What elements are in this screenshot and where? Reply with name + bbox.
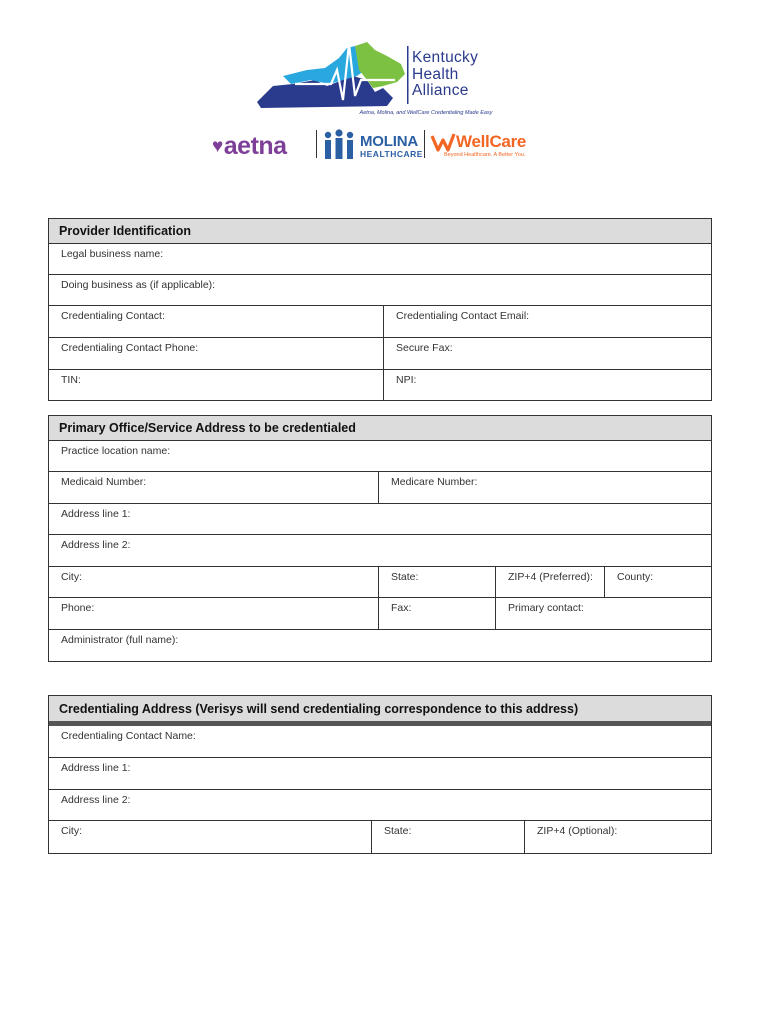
molina-people-icon [322, 129, 356, 161]
aetna-logo [212, 132, 287, 161]
zip-optional-field[interactable]: ZIP+4 (Optional): [524, 821, 711, 853]
wellcare-check-icon [430, 132, 456, 154]
doing-business-as-field[interactable]: Doing business as (if applicable): [61, 279, 216, 291]
zip-preferred-field[interactable]: ZIP+4 (Preferred): [495, 567, 604, 597]
molina-subtitle: HEALTHCARE [360, 149, 423, 159]
city-field[interactable]: City: [61, 825, 82, 837]
address-line-2-field[interactable]: Address line 2: [61, 539, 131, 551]
form-row [49, 244, 711, 275]
form-row [49, 567, 711, 598]
logo-divider [316, 130, 317, 158]
form-row [49, 821, 711, 853]
form-row [49, 472, 711, 504]
form-row [49, 441, 711, 472]
administrator-field[interactable]: Administrator (full name): [61, 634, 179, 646]
form-row [49, 504, 711, 535]
form-row [49, 758, 711, 790]
secure-fax-field[interactable]: Secure Fax: [383, 338, 711, 369]
practice-location-name-field[interactable]: Practice location name: [61, 445, 171, 457]
address-line-1-field[interactable]: Address line 1: [61, 762, 131, 774]
logo-divider [424, 130, 425, 158]
form-row [49, 338, 711, 370]
section-title: Primary Office/Service Address to be credentialed [49, 416, 711, 441]
city-field[interactable]: City: [61, 571, 82, 583]
tin-field[interactable]: TIN: [61, 374, 81, 386]
primary-office-section [48, 415, 712, 662]
credentialing-contact-field[interactable]: Credentialing Contact: [61, 310, 165, 322]
alliance-name-line-2: Health [412, 65, 459, 83]
form-row [49, 535, 711, 567]
form-row [49, 275, 711, 306]
credentialing-address-section [48, 695, 712, 854]
form-row [49, 630, 711, 661]
molina-logo [322, 129, 432, 161]
fax-field[interactable]: Fax: [378, 598, 495, 629]
alliance-name-line-1: Kentucky [412, 49, 479, 66]
wellcare-wordmark: WellCare [456, 132, 527, 151]
medicare-number-field[interactable]: Medicare Number: [378, 472, 711, 503]
section-title: Credentialing Address (Verisys will send credentialing correspondence to this address) [49, 696, 711, 721]
form-row [49, 598, 711, 630]
npi-field[interactable]: NPI: [383, 370, 711, 400]
credentialing-contact-phone-field[interactable]: Credentialing Contact Phone: [61, 342, 199, 354]
primary-contact-field[interactable]: Primary contact: [495, 598, 711, 629]
medicaid-number-field[interactable]: Medicaid Number: [61, 476, 147, 488]
aetna-wordmark: aetna [223, 132, 287, 160]
alliance-name [412, 50, 478, 100]
state-field[interactable]: State: [378, 567, 495, 597]
partner-logos [212, 124, 542, 164]
heart-icon: ♥ [212, 136, 223, 157]
molina-wordmark: MOLINA [360, 133, 418, 150]
credentialing-contact-name-field[interactable]: Credentialing Contact Name: [61, 730, 196, 742]
wellcare-tagline: Beyond Healthcare. A Better You. [444, 152, 526, 158]
legal-business-name-field[interactable]: Legal business name: [61, 248, 164, 260]
section-title: Provider Identification [49, 219, 711, 244]
credentialing-contact-email-field[interactable]: Credentialing Contact Email: [383, 306, 711, 337]
address-line-1-field[interactable]: Address line 1: [61, 508, 131, 520]
form-row [49, 306, 711, 338]
wellcare-logo [430, 128, 550, 162]
form-row [49, 726, 711, 758]
address-line-2-field[interactable]: Address line 2: [61, 794, 131, 806]
form-row [49, 790, 711, 821]
alliance-name-line-3: Alliance [412, 82, 469, 99]
state-field[interactable]: State: [371, 821, 524, 853]
phone-field[interactable]: Phone: [61, 602, 95, 614]
form-row [49, 370, 711, 400]
provider-identification-section [48, 218, 712, 401]
alliance-tagline: Aetna, Molina, and WellCare Credentialing Made Easy [359, 110, 493, 116]
county-field[interactable]: County: [604, 567, 711, 597]
